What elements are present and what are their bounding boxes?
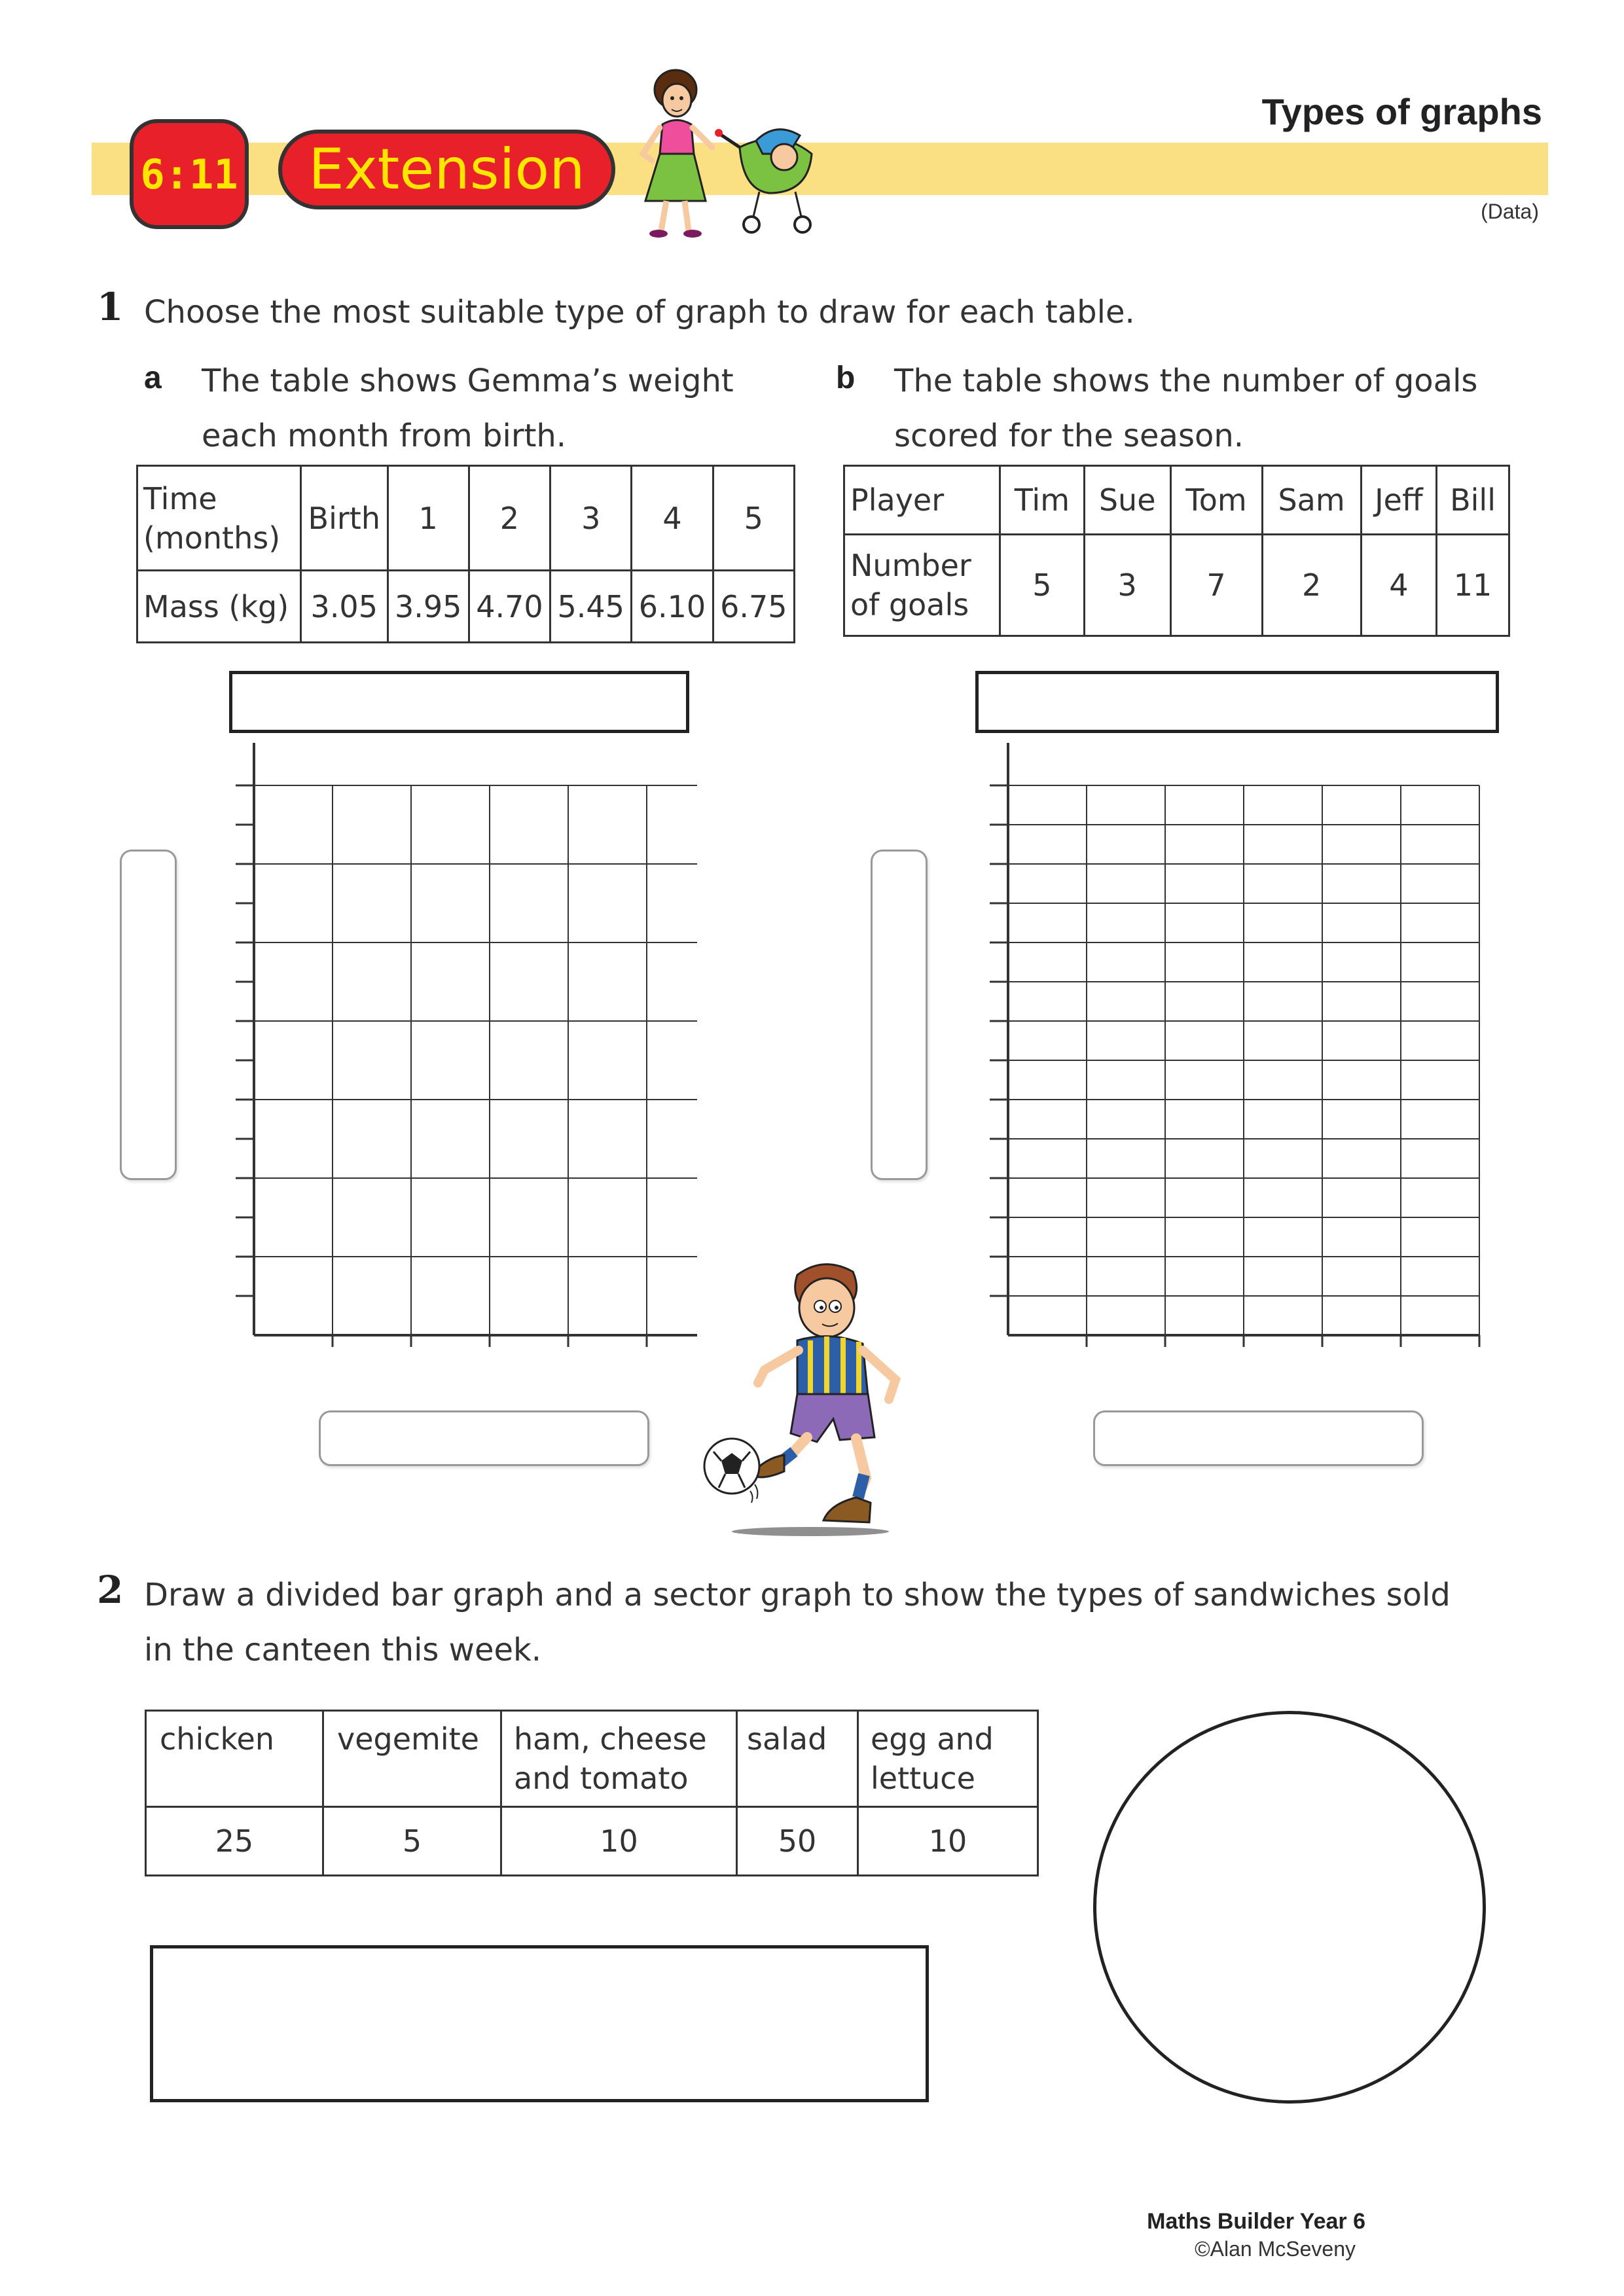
sandwich-count-cell: 10 (858, 1807, 1038, 1876)
sandwich-header-cell (146, 1711, 323, 1807)
graph-b-x-label-box[interactable] (1093, 1410, 1424, 1466)
sandwich-header-cell (737, 1711, 858, 1807)
player-header-cell: Player (844, 466, 1000, 535)
mass-cell: 5.45 (550, 571, 632, 643)
woman-with-pram-illustration (628, 62, 838, 242)
mass-header-cell: Mass (kg) (137, 571, 301, 643)
sandwich-count-cell: 10 (501, 1807, 737, 1876)
section-number-badge: 6:11 (130, 119, 249, 229)
question-2-number: 2 (97, 1568, 124, 1612)
time-header-line1: Time (143, 480, 217, 516)
mass-cell: 3.05 (301, 571, 388, 643)
divided-bar-graph-box[interactable] (150, 1945, 929, 2102)
sandwich-header-cell (858, 1711, 1038, 1807)
sandwich-header-ham-line2: and tomato (514, 1761, 689, 1796)
question-1-prompt: Choose the most suitable type of graph to draw for each table. (144, 294, 1135, 331)
question-1-number: 1 (97, 285, 124, 329)
sandwich-header-ham-line1: ham, cheese (514, 1721, 707, 1757)
player-cell: Tim (1000, 466, 1085, 535)
sandwich-count-cell: 50 (737, 1807, 858, 1876)
mass-cell: 3.95 (388, 571, 469, 643)
sandwich-header-egg-line1: egg and (871, 1721, 994, 1757)
player-cell: Jeff (1361, 466, 1436, 535)
graph-b-y-label-box[interactable] (871, 850, 928, 1180)
time-cell: 5 (713, 466, 794, 571)
goals-cell: 7 (1170, 535, 1262, 636)
graph-a-y-label-box[interactable] (120, 850, 177, 1180)
time-cell: 1 (388, 466, 469, 571)
sandwich-header-salad: salad (747, 1721, 827, 1757)
question-1a-text-line1: The table shows Gemma’s weight (202, 363, 734, 399)
player-cell: Sue (1084, 466, 1170, 535)
mass-cell: 4.70 (469, 571, 550, 643)
sandwich-count-cell: 25 (146, 1807, 323, 1876)
footer-copyright: ©Alan McSeveny (1195, 2237, 1356, 2261)
question-2-prompt-line2: in the canteen this week. (144, 1632, 542, 1668)
goals-cell: 5 (1000, 535, 1085, 636)
question-1b-letter: b (836, 361, 856, 395)
time-header-cell (137, 466, 301, 571)
graph-b-grid[interactable] (980, 743, 1510, 1348)
player-cell: Tom (1170, 466, 1262, 535)
graph-b-title-box[interactable] (975, 671, 1499, 733)
graph-a-grid[interactable] (226, 743, 697, 1348)
time-cell: 2 (469, 466, 550, 571)
goals-header-cell (844, 535, 1000, 636)
sandwich-count-cell: 5 (323, 1807, 501, 1876)
question-2-prompt-line1: Draw a divided bar graph and a sector graph to show the types of sandwiches sold (144, 1577, 1451, 1613)
question-1a-text-line2: each month from birth. (202, 418, 567, 454)
goals-cell: 11 (1437, 535, 1509, 636)
sandwich-header-cell (501, 1711, 737, 1807)
time-cell: Birth (301, 466, 388, 571)
sector-graph-circle[interactable] (1093, 1711, 1486, 2104)
goals-cell: 3 (1084, 535, 1170, 636)
goals-table (843, 465, 1510, 637)
sandwich-header-cell (323, 1711, 501, 1807)
mass-cell: 6.10 (632, 571, 713, 643)
sandwich-table (145, 1710, 1039, 1876)
page-title: Types of graphs (1261, 91, 1542, 132)
goals-cell: 4 (1361, 535, 1436, 636)
question-1b-text-line2: scored for the season. (894, 418, 1244, 454)
player-cell: Sam (1262, 466, 1361, 535)
time-header-line2: (months) (143, 520, 281, 556)
graph-a-title-box[interactable] (229, 671, 689, 733)
sandwich-header-chicken: chicken (160, 1721, 274, 1757)
question-1a-letter: a (144, 361, 162, 395)
question-1b-text-line1: The table shows the number of goals (894, 363, 1478, 399)
footer-book-title: Maths Builder Year 6 (1147, 2209, 1365, 2234)
sandwich-header-vegemite: vegemite (337, 1721, 479, 1757)
footballer-illustration (699, 1255, 928, 1543)
time-cell: 4 (632, 466, 713, 571)
goals-header-line1: Number (850, 548, 971, 583)
goals-header-line2: of goals (850, 587, 969, 622)
extension-badge: Extension (278, 130, 615, 209)
time-cell: 3 (550, 466, 632, 571)
player-cell: Bill (1437, 466, 1509, 535)
page-subtitle: (Data) (1481, 200, 1539, 223)
graph-a-x-label-box[interactable] (319, 1410, 649, 1466)
mass-table (136, 465, 795, 643)
mass-cell: 6.75 (713, 571, 794, 643)
goals-cell: 2 (1262, 535, 1361, 636)
sandwich-header-egg-line2: lettuce (871, 1761, 975, 1796)
